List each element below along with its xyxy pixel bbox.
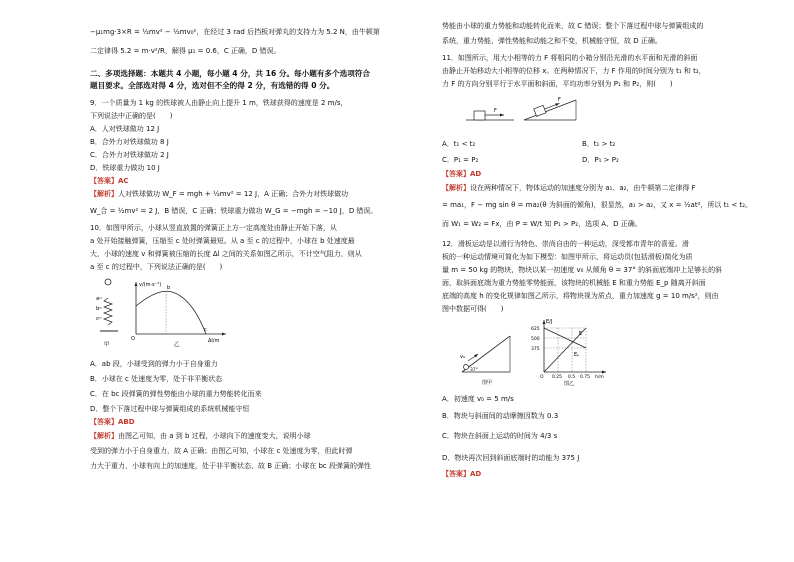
spring-apparatus: [96, 279, 118, 348]
tick-625: 625: [531, 327, 540, 332]
analysis-10: 【解析】由图乙可知，由 a 到 b 过程，小球向下的速度变大，说明小球: [90, 432, 311, 440]
analysis-10-cont: 力大于重力，小球有向上的加速度，处于非平衡状态，故 B 正确；小球在 bc 段弹簧的弹性: [90, 462, 371, 470]
label-yi: 乙: [174, 342, 180, 348]
box-icon: [474, 111, 485, 120]
option-a: A．ab 段，小球受到的弹力小于自身重力: [90, 360, 218, 368]
text-line: 势能由小球的重力势能和动能转化而来，故 C 错误；整个下落过程中球与弹簧组成的: [442, 22, 704, 30]
analysis-tag: 【解析】: [442, 184, 470, 192]
analysis-9-cont: W_合 = ½mv² = 2 J，B 错误，C 正确；铁球重力做功 W_G = −mgh = −10 J，D 错误。: [90, 207, 378, 215]
force-label: F: [494, 108, 497, 114]
x-tick-075: 0.75: [580, 375, 591, 380]
angle-label: 37°: [470, 368, 478, 373]
analysis-11-cont: = ma₁，F − mg sin θ = ma₂(θ 为斜面的倾角)，很显然，a₁ > a₂，又 x = ½at²，所以 t₁ < t₂。: [442, 201, 753, 209]
text-line: 二定律得 5.2 = m·v²/R，解得 μ₁ = 0.6，C 正确，D 错误。: [90, 47, 281, 55]
v0-label: v₀: [460, 354, 465, 360]
origin-label: O: [131, 336, 135, 342]
x-tick-05: 0.5: [568, 375, 576, 380]
curve-b-label: b: [167, 285, 171, 291]
label-jia: 图甲: [482, 380, 493, 386]
figure-box-force: [466, 92, 596, 126]
option-a: A．初速度 v₀ = 5 m/s: [442, 395, 514, 403]
point-a-label: a: [96, 296, 100, 302]
axis-x-label: Δl/m: [208, 338, 220, 344]
question-10-cont: 大，小球的速度 v 和弹簧被压缩的长度 Δl 之间的关系如图乙所示，不计空气阻力，则从: [90, 250, 362, 258]
option-d: D．物块再次回到斜面底端时的动能为 375 J: [442, 454, 580, 462]
label-e: E: [579, 331, 583, 337]
block-icon: [464, 365, 469, 370]
force-label-incline: F: [558, 97, 561, 103]
question-12-cont: 底端的高度 h 的变化规律如图乙所示，将物块视为质点，重力加速度 g = 10 m/s²，则由: [442, 292, 719, 300]
question-10: 10．如图甲所示，小球从竖直放置的弹簧正上方一定高度处由静止开始下落，从: [90, 224, 337, 232]
option-c: C．物块在斜面上运动的时间为 4/3 s: [442, 432, 558, 440]
box-on-incline-icon: [534, 105, 546, 116]
analysis-11: 【解析】设在两种情况下，物体运动的加速度分别为 a₁、a₂，由牛顿第二定律得 F: [442, 184, 696, 192]
label-ep: Eₚ: [574, 352, 580, 358]
option-b: B．合外力对铁球做功 8 J: [90, 138, 169, 146]
question-9-stem: 下列说法中正确的是( ): [90, 112, 173, 120]
question-12-cont: 板的一种运动情境可简化为如下模型：如图甲所示，将运动员(包括滑板)简化为质: [442, 253, 693, 261]
spring-icon: [104, 298, 112, 325]
tick-500: 500: [531, 337, 540, 342]
point-b-label: b: [96, 306, 100, 312]
question-9: 9．一个质量为 1 kg 的铁球被人由静止向上提升 1 m，铁球获得的速度是 2 m/s，: [90, 99, 348, 107]
figure-spring-graph: [96, 276, 236, 356]
text-line: 系统，重力势能、弹性势能和动能之和不变，机械能守恒，故 D 正确。: [442, 37, 662, 45]
option-c: C．P₁ = P₂: [442, 156, 479, 164]
question-12-cont: 图中数据可得( ): [442, 305, 504, 313]
option-b: B．小球在 c 处速度为零，处于非平衡状态: [90, 375, 223, 383]
question-12-cont: 面，取斜面底端为重力势能零势能面，该物块的机械能 E 和重力势能 E_p 随离开斜面: [442, 279, 706, 287]
velocity-curve: [136, 291, 206, 334]
option-a: A．t₁ < t₂: [442, 140, 476, 148]
x-origin: O: [540, 375, 544, 380]
section-heading: 二、多项选择题：本题共 4 小题，每小题 4 分，共 16 分。每小题有多个选项符合: [90, 69, 370, 78]
curve-c-label: c: [204, 327, 207, 333]
velocity-graph: [131, 282, 226, 348]
answer-12: 【答案】AD: [442, 470, 482, 478]
question-11: 11．如图所示，用大小相等的力 F 将相同的小箱分别沿光滑的水平面和光滑的斜面: [442, 54, 698, 62]
section-heading: 题目要求。全部选对得 4 分，选对但不全的得 2 分，有选错的得 0 分。: [90, 81, 335, 90]
analysis-10-cont: 受到的弹力小于自身重力，故 A 正确；由图乙可知，小球在 c 处速度为零，但此时弹: [90, 447, 353, 455]
analysis-9: 【解析】人对铁球做功 W_F = mgh + ½mv² = 12 J，A 正确；合外力对铁球做功: [90, 190, 349, 198]
analysis-tag: 【解析】: [90, 432, 118, 440]
answer-10: 【答案】ABD: [90, 418, 135, 426]
question-11-cont: 由静止开始移动大小相等的位移 x。在两种情况下，力 F 作用的时间分别为 t₁ 和 t₂，: [442, 67, 706, 75]
axis-y-label: v/(m·s⁻¹): [139, 282, 162, 288]
label-yi: 图乙: [564, 381, 575, 387]
figure-skateboard: [456, 316, 616, 388]
energy-graph: [531, 319, 606, 387]
question-10-cont: a 处开始接触弹簧，压缩至 c 处时弹簧最短。从 a 至 c 的过程中，小球在 b 处速度最: [90, 237, 355, 245]
option-b: B．t₁ > t₂: [582, 140, 616, 148]
option-d: D．铁球重力做功 10 J: [90, 164, 160, 172]
tick-375: 375: [531, 347, 540, 352]
point-c-label: c: [96, 316, 99, 322]
analysis-tag: 【解析】: [90, 190, 118, 198]
question-10-cont: a 至 c 的过程中，下列说法正确的是( ): [90, 263, 223, 271]
question-12-cont: 量 m = 50 kg 的物块，物块以某一初速度 v₀ 从倾角 θ = 37° 的斜面底端冲上足够长的斜: [442, 266, 723, 274]
option-b: B．物块与斜面间的动摩擦因数为 0.3: [442, 412, 559, 420]
option-d: D．整个下落过程中球与弹簧组成的系统机械能守恒: [90, 405, 250, 413]
option-c: C．合外力对铁球做功 2 J: [90, 151, 169, 159]
ball-icon: [105, 279, 111, 285]
question-11-cont: 力 F 的方向分别平行于水平面和斜面，平均功率分别为 P₁ 和 P₂，则( ): [442, 80, 673, 88]
x-tick-025: 0.25: [552, 375, 563, 380]
question-12: 12．滑板运动是以滑行为特色、崇尚自由的一种运动，深受都市青年的喜爱。滑: [442, 240, 689, 248]
answer-9: 【答案】AC: [90, 177, 129, 185]
option-c: C．在 bc 段弹簧的弹性势能由小球的重力势能转化而来: [90, 390, 262, 398]
incline-diagram: [460, 336, 510, 386]
option-a: A．人对铁球做功 12 J: [90, 125, 160, 133]
label-jia: 甲: [104, 342, 110, 348]
analysis-11-cont: 而 W₁ = W₂ = Fx，由 P = W/t 知 P₁ > P₂，选项 A、D 正确。: [442, 220, 642, 228]
answer-11: 【答案】AD: [442, 170, 482, 178]
text-line: −μ₁mg·3×R = ½mv² − ½mv₀²，在经过 3 rad 后挡板对弹丸的支持力为 5.2 N，由牛顿第: [90, 28, 380, 36]
axis-e-label: E/J: [546, 319, 553, 325]
option-d: D．P₁ > P₂: [582, 156, 619, 164]
x-unit: h/m: [595, 375, 604, 380]
